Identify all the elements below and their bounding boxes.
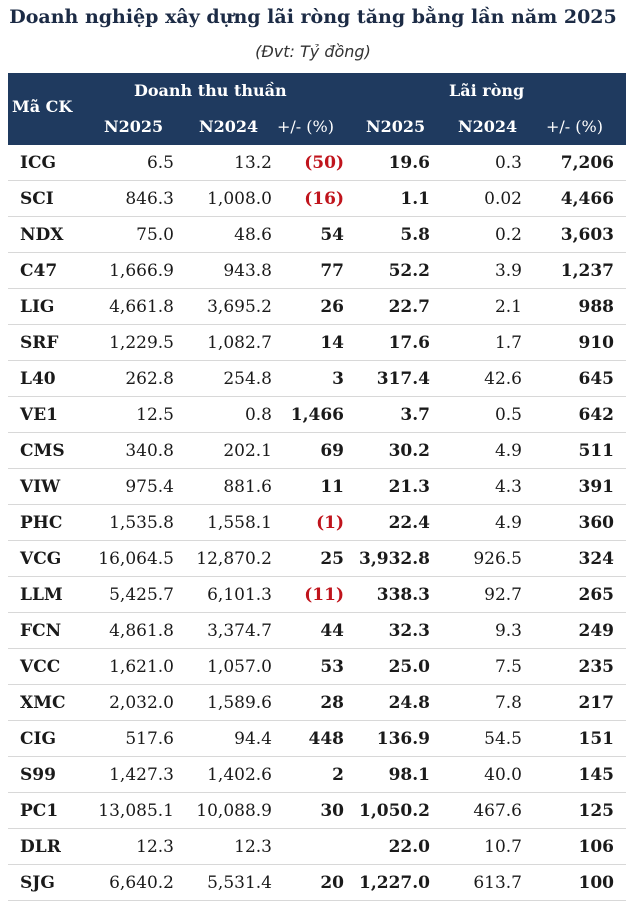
profit-2024: 3.9 bbox=[494, 261, 522, 281]
revenue-2024: 48.6 bbox=[234, 225, 272, 245]
profit-change: 988 bbox=[578, 297, 614, 317]
table-row bbox=[8, 469, 626, 505]
profit-2024: 0.5 bbox=[494, 405, 522, 425]
revenue-2024: 1,008.0 bbox=[207, 189, 272, 209]
revenue-2024: 202.1 bbox=[223, 441, 272, 461]
profit-2025: 32.3 bbox=[388, 621, 430, 641]
table-body bbox=[8, 145, 626, 901]
revenue-2025: 6,640.2 bbox=[109, 873, 174, 893]
revenue-change: 25 bbox=[320, 549, 344, 569]
table-row bbox=[8, 505, 626, 541]
header-rev-change: +/- (%) bbox=[277, 117, 334, 136]
profit-2024: 0.2 bbox=[494, 225, 522, 245]
revenue-change: 11 bbox=[320, 477, 344, 497]
revenue-2025: 262.8 bbox=[125, 369, 174, 389]
revenue-2024: 881.6 bbox=[223, 477, 272, 497]
profit-change: 100 bbox=[578, 873, 614, 893]
revenue-change: (11) bbox=[304, 585, 344, 605]
revenue-2024: 1,057.0 bbox=[207, 657, 272, 677]
profit-2025: 25.0 bbox=[388, 657, 430, 677]
table-row bbox=[8, 253, 626, 289]
revenue-2025: 6.5 bbox=[146, 153, 174, 173]
revenue-2025: 975.4 bbox=[125, 477, 174, 497]
revenue-change: 69 bbox=[320, 441, 344, 461]
revenue-2025: 846.3 bbox=[125, 189, 174, 209]
profit-change: 235 bbox=[578, 657, 614, 677]
table-row bbox=[8, 829, 626, 865]
profit-2025: 17.6 bbox=[388, 333, 430, 353]
table-row bbox=[8, 613, 626, 649]
header-rev-n2024: N2024 bbox=[199, 117, 259, 136]
header-profit-group: Lãi ròng bbox=[449, 81, 525, 100]
revenue-2024: 0.8 bbox=[244, 405, 272, 425]
stock-code: CMS bbox=[20, 441, 65, 461]
header-revenue-group: Doanh thu thuần bbox=[134, 81, 287, 100]
table-row bbox=[8, 649, 626, 685]
profit-2025: 24.8 bbox=[388, 693, 430, 713]
header-profit-n2024: N2024 bbox=[458, 117, 518, 136]
header-profit-change: +/- (%) bbox=[546, 117, 603, 136]
header-rev-n2025: N2025 bbox=[104, 117, 164, 136]
stock-code: PC1 bbox=[20, 801, 59, 821]
table-row bbox=[8, 289, 626, 325]
profit-2024: 467.6 bbox=[473, 801, 522, 821]
profit-2024: 926.5 bbox=[473, 549, 522, 569]
profit-change: 511 bbox=[578, 441, 614, 461]
revenue-2025: 4,861.8 bbox=[109, 621, 174, 641]
table-row bbox=[8, 361, 626, 397]
profit-2024: 42.6 bbox=[484, 369, 522, 389]
revenue-change: 20 bbox=[320, 873, 344, 893]
table-header bbox=[8, 73, 626, 145]
table-row bbox=[8, 325, 626, 361]
revenue-change: 44 bbox=[320, 621, 344, 641]
stock-code: VCG bbox=[20, 549, 62, 569]
profit-2024: 10.7 bbox=[484, 837, 522, 857]
revenue-change: 54 bbox=[320, 225, 344, 245]
profit-2024: 92.7 bbox=[484, 585, 522, 605]
revenue-change: (1) bbox=[316, 513, 344, 533]
profit-2024: 7.5 bbox=[494, 657, 522, 677]
profit-change: 391 bbox=[578, 477, 614, 497]
revenue-change: (16) bbox=[304, 189, 344, 209]
table-row bbox=[8, 865, 626, 901]
profit-change: 217 bbox=[578, 693, 614, 713]
profit-2025: 21.3 bbox=[388, 477, 430, 497]
stock-code: VE1 bbox=[20, 405, 58, 425]
revenue-2025: 1,666.9 bbox=[109, 261, 174, 281]
table-row bbox=[8, 145, 626, 181]
revenue-change: 2 bbox=[332, 765, 344, 785]
table-row bbox=[8, 577, 626, 613]
table-row bbox=[8, 397, 626, 433]
stock-code: NDX bbox=[20, 225, 64, 245]
stock-code: S99 bbox=[20, 765, 56, 785]
table-row bbox=[8, 757, 626, 793]
revenue-2024: 3,374.7 bbox=[207, 621, 272, 641]
profit-change: 125 bbox=[578, 801, 614, 821]
revenue-change: 77 bbox=[320, 261, 344, 281]
revenue-2024: 1,558.1 bbox=[207, 513, 272, 533]
profit-2025: 1.1 bbox=[400, 189, 430, 209]
profit-change: 1,237 bbox=[560, 261, 614, 281]
profit-2024: 7.8 bbox=[494, 693, 522, 713]
profit-change: 249 bbox=[578, 621, 614, 641]
stock-code: VIW bbox=[20, 477, 61, 497]
table-row bbox=[8, 793, 626, 829]
profit-change: 151 bbox=[578, 729, 614, 749]
stock-code: FCN bbox=[20, 621, 62, 641]
revenue-2025: 75.0 bbox=[136, 225, 174, 245]
revenue-change: 3 bbox=[332, 369, 344, 389]
revenue-change: 28 bbox=[320, 693, 344, 713]
profit-2025: 19.6 bbox=[388, 153, 430, 173]
revenue-2025: 16,064.5 bbox=[98, 549, 174, 569]
profit-2024: 4.3 bbox=[494, 477, 522, 497]
profit-2025: 52.2 bbox=[388, 261, 430, 281]
revenue-change: 14 bbox=[320, 333, 344, 353]
revenue-2025: 13,085.1 bbox=[98, 801, 174, 821]
revenue-change: 26 bbox=[320, 297, 344, 317]
table-row bbox=[8, 433, 626, 469]
revenue-change: 448 bbox=[308, 729, 344, 749]
header-profit-n2025: N2025 bbox=[366, 117, 426, 136]
stock-code: LLM bbox=[20, 585, 63, 605]
profit-change: 645 bbox=[578, 369, 614, 389]
revenue-2025: 1,229.5 bbox=[109, 333, 174, 353]
profit-2024: 0.3 bbox=[494, 153, 522, 173]
revenue-change: 53 bbox=[320, 657, 344, 677]
profit-2025: 1,227.0 bbox=[359, 873, 430, 893]
stock-code: VCC bbox=[20, 657, 61, 677]
revenue-2024: 3,695.2 bbox=[207, 297, 272, 317]
page-title: Doanh nghiệp xây dựng lãi ròng tăng bằng lần năm 2025 bbox=[9, 6, 617, 28]
profit-2024: 4.9 bbox=[494, 513, 522, 533]
profit-2024: 54.5 bbox=[484, 729, 522, 749]
stock-code: ICG bbox=[20, 153, 57, 173]
revenue-2024: 10,088.9 bbox=[196, 801, 272, 821]
revenue-change: 30 bbox=[320, 801, 344, 821]
revenue-2024: 1,589.6 bbox=[207, 693, 272, 713]
profit-2025: 338.3 bbox=[376, 585, 430, 605]
profit-2025: 317.4 bbox=[376, 369, 430, 389]
revenue-2025: 5,425.7 bbox=[109, 585, 174, 605]
profit-2025: 30.2 bbox=[388, 441, 430, 461]
profit-2025: 3,932.8 bbox=[359, 549, 430, 569]
stock-code: CIG bbox=[20, 729, 57, 749]
profit-change: 265 bbox=[578, 585, 614, 605]
stock-code: C47 bbox=[20, 261, 58, 281]
profit-change: 4,466 bbox=[560, 189, 614, 209]
profit-change: 7,206 bbox=[560, 153, 614, 173]
revenue-2024: 12.3 bbox=[234, 837, 272, 857]
table-row bbox=[8, 217, 626, 253]
table-row bbox=[8, 181, 626, 217]
profit-change: 145 bbox=[578, 765, 614, 785]
profit-2025: 22.0 bbox=[388, 837, 430, 857]
profit-2024: 9.3 bbox=[494, 621, 522, 641]
revenue-2025: 340.8 bbox=[125, 441, 174, 461]
profit-change: 642 bbox=[578, 405, 614, 425]
table-row bbox=[8, 541, 626, 577]
revenue-2024: 5,531.4 bbox=[207, 873, 272, 893]
profit-2024: 2.1 bbox=[494, 297, 522, 317]
revenue-2025: 2,032.0 bbox=[109, 693, 174, 713]
revenue-2024: 12,870.2 bbox=[196, 549, 272, 569]
unit-subtitle: (Đvt: Tỷ đồng) bbox=[255, 42, 371, 61]
table-row bbox=[8, 685, 626, 721]
profit-change: 360 bbox=[578, 513, 614, 533]
revenue-2024: 1,082.7 bbox=[207, 333, 272, 353]
revenue-2024: 254.8 bbox=[223, 369, 272, 389]
stock-code: SCI bbox=[20, 189, 54, 209]
revenue-2025: 1,427.3 bbox=[109, 765, 174, 785]
profit-2024: 40.0 bbox=[484, 765, 522, 785]
revenue-2024: 13.2 bbox=[234, 153, 272, 173]
revenue-2024: 6,101.3 bbox=[207, 585, 272, 605]
profit-2025: 136.9 bbox=[376, 729, 430, 749]
profit-change: 324 bbox=[578, 549, 614, 569]
revenue-2025: 517.6 bbox=[125, 729, 174, 749]
stock-code: SRF bbox=[20, 333, 59, 353]
stock-code: L40 bbox=[20, 369, 56, 389]
profit-2024: 0.02 bbox=[484, 189, 522, 209]
revenue-2025: 12.5 bbox=[136, 405, 174, 425]
profit-change: 3,603 bbox=[560, 225, 614, 245]
revenue-change: 1,466 bbox=[290, 405, 344, 425]
revenue-2024: 943.8 bbox=[223, 261, 272, 281]
profit-2024: 4.9 bbox=[494, 441, 522, 461]
profit-2025: 1,050.2 bbox=[359, 801, 430, 821]
revenue-2025: 4,661.8 bbox=[109, 297, 174, 317]
profit-2025: 22.7 bbox=[388, 297, 430, 317]
profit-2024: 613.7 bbox=[473, 873, 522, 893]
stock-code: LIG bbox=[20, 297, 55, 317]
stock-code: DLR bbox=[20, 837, 61, 857]
profit-2025: 5.8 bbox=[400, 225, 430, 245]
revenue-2025: 1,535.8 bbox=[109, 513, 174, 533]
profit-2025: 3.7 bbox=[400, 405, 430, 425]
revenue-2025: 12.3 bbox=[136, 837, 174, 857]
revenue-2024: 1,402.6 bbox=[207, 765, 272, 785]
stock-code: XMC bbox=[20, 693, 66, 713]
profit-2025: 98.1 bbox=[388, 765, 430, 785]
stock-code: SJG bbox=[20, 873, 55, 893]
profit-change: 106 bbox=[578, 837, 614, 857]
header-code: Mã CK bbox=[12, 97, 73, 116]
table-row bbox=[8, 721, 626, 757]
revenue-2025: 1,621.0 bbox=[109, 657, 174, 677]
profit-change: 910 bbox=[578, 333, 614, 353]
profit-2024: 1.7 bbox=[494, 333, 522, 353]
profit-2025: 22.4 bbox=[388, 513, 430, 533]
stock-code: PHC bbox=[20, 513, 63, 533]
revenue-2024: 94.4 bbox=[234, 729, 272, 749]
revenue-change: (50) bbox=[304, 153, 344, 173]
